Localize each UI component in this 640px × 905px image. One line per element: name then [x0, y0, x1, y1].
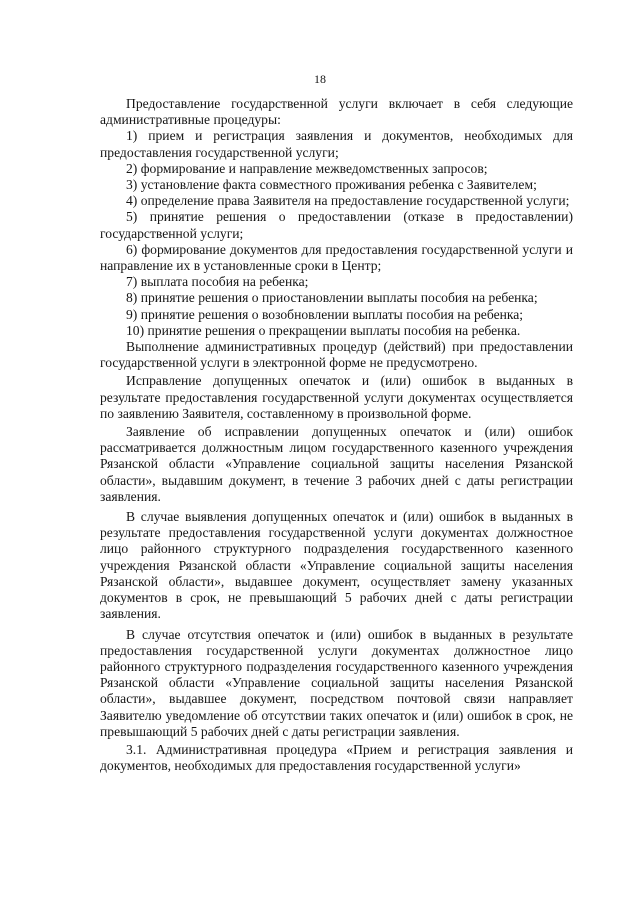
section-3-1-heading: 3.1. Административная процедура «Прием и регистрация заявления и документов, необходимых для предоставления государственной услуги» [100, 741, 573, 774]
procedure-item-2: 2) формирование и направление межведомственных запросов; [126, 160, 488, 176]
intro-paragraph: Предоставление государственной услуги включает в себя следующие административные процедуры: [100, 96, 573, 128]
electronic-form-paragraph: Выполнение административных процедур (действий) при предоставлении государственной услуги в электронной форме не предусмотрено. [100, 339, 573, 371]
document-body [100, 96, 573, 774]
no-errors-paragraph: В случае отсутствия опечаток и (или) ошибок в выданных в результате предоставления государственной услуги документах должностное лицо районного структурного подразделения государственного казенного учреждения Рязанской области «Управление социальной защиты населения Рязанской области», выдавшее документ, посредством почтовой связи направляет Заявителю уведомление об отсутствии таких опечаток и (или) ошибок в срок, не превышающий 5 рабочих дней с даты регистрации заявления. [100, 626, 573, 739]
corrections-paragraph: Исправление допущенных опечаток и (или) ошибок в выданных в результате предоставления государственной услуги документах осуществляется по заявлению Заявителя, составленному в произвольной форме. [100, 373, 573, 421]
procedure-item-5: 5) принятие решения о предоставлении (отказе в предоставлении) государственной услуги; [100, 209, 573, 241]
errors-found-paragraph: В случае выявления допущенных опечаток и (или) ошибок в выданных в результате предоставления государственной услуги документах должностное лицо районного структурного подразделения государственного казенного учреждения Рязанской области «Управление социальной защиты населения Рязанской области», выдавшее документ, осуществляет замену указанных документов в срок, не превышающий 5 рабочих дней с даты регистрации заявления. [100, 509, 573, 622]
procedure-item-4: 4) определение права Заявителя на предоставление государственной услуги; [126, 193, 570, 209]
procedure-item-10: 10) принятие решения о прекращении выплаты пособия на ребенка. [126, 322, 521, 338]
procedure-item-1: 1) прием и регистрация заявления и документов, необходимых для предоставления государственной услуги; [100, 128, 573, 160]
page-number: 18 [314, 72, 326, 86]
procedure-item-3: 3) установление факта совместного проживания ребенка с Заявителем; [126, 177, 537, 193]
procedure-item-7: 7) выплата пособия на ребенка; [126, 274, 309, 290]
procedure-item-8: 8) принятие решения о приостановлении выплаты пособия на ребенка; [126, 290, 538, 306]
correction-request-paragraph: Заявление об исправлении допущенных опечаток и (или) ошибок рассматривается должностным лицом государственного казенного учреждения Рязанской области «Управление социальной защиты населения Рязанской области», выдавшим документ, в течение 3 рабочих дней с даты регистрации заявления. [100, 424, 573, 504]
procedure-item-9: 9) принятие решения о возобновлении выплаты пособия на ребенка; [126, 306, 524, 322]
procedure-item-6: 6) формирование документов для предоставления государственной услуги и направление их в установленные сроки в Центр; [100, 241, 573, 274]
